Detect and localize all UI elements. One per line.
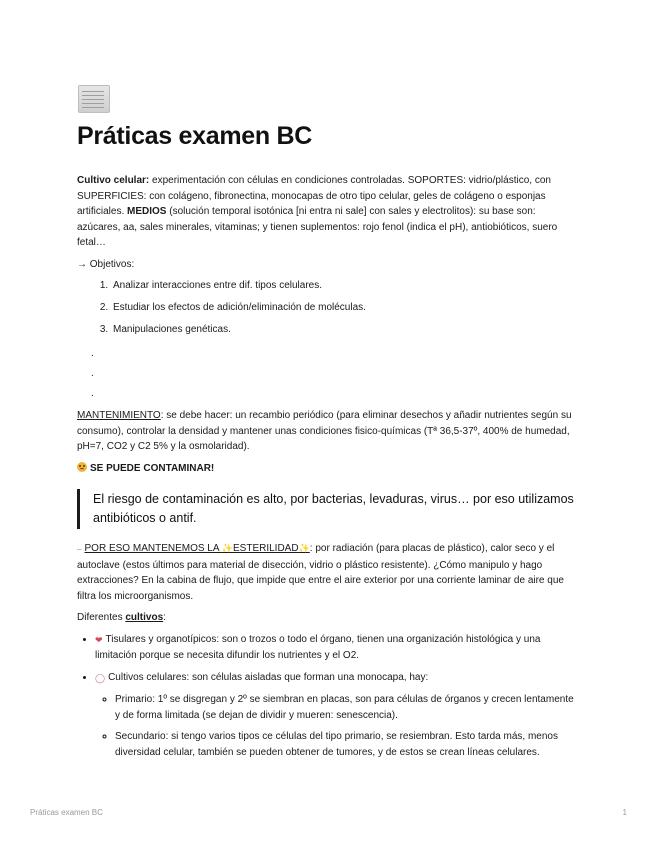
dot-line: . (91, 348, 94, 359)
anatomical-heart-icon: ❤ (95, 634, 103, 645)
list-item: ◦ Secundario: si tengo varios tipos ce células del tipo primario, se resiembran. Esto tarda más, menos diversidad celular, también se pueden obtener de tumores, y de estos se crean líneas celulares. (115, 729, 580, 760)
cultivos-paragraph: Diferentes cultivos: (77, 612, 166, 623)
page-icon (77, 82, 109, 114)
mantenimiento-paragraph: MANTENIMIENTO: se debe hacer: un recambio periódico (para eliminar desechos y añadir nutrientes según su consumo), controlar la densidad y mantener unas condiciones fisico-químicas (Tª 36,5-37º, 400% de humedad, pH=7, CO2 y C2 5% y la osmolaridad). (77, 410, 572, 452)
list-item: ◦ Primario: 1º se disgregan y 2º se siembran en placas, son para células de órganos y crecen lentamente y de forma limitada (se dejan de dividir y mueren: senescencia). (115, 692, 580, 723)
sparkles-icon: ✨ (221, 543, 233, 553)
esterilidad-paragraph: ⎯ POR ESO MANTENEMOS LA ✨ESTERILIDAD✨: por radiación (para placas de plástico), calor seco y el autoclave (estos últimos para material de disección, vidrio o plástico resistente). ¿Cómo manipulo y hago extracciones? En la cabina de flujo, que impide que entre el aire exterior por una corriente laminar de aire que filtra los microorganismos. (77, 543, 564, 602)
dot-line: . (91, 368, 94, 379)
empty-lines (77, 344, 580, 404)
contamination-quote: El riesgo de contaminación es alto, por bacterias, levaduras, virus… por eso utilizamos antibióticos o antif. (77, 489, 580, 529)
sad-face-icon (77, 462, 87, 472)
footer-title: Práticas examen BC (30, 808, 103, 817)
intro-paragraph: Cultivo celular: experimentación con células en condiciones controladas. SOPORTES: vidrio/plástico, con SUPERFICIES: con colágeno, fibronectina, monocapas de otro tipo celular, geles de colágeno o esponjas artificiales. MEDIOS (solución temporal isotónica [ni entra ni sale] con sales y electrolitos): su base son: azúcares, aa, sales minerales, vitaminas; y tienen suplementos: rojo fenol (indica el pH), antiobióticos, suero fetal… (77, 175, 558, 248)
page-number: 1 (622, 808, 627, 817)
pill-icon: ⎯ (77, 544, 82, 554)
intro-term: Cultivo celular (77, 175, 146, 186)
list-item: • ◯ Cultivos celulares: son células aisladas que forman una monocapa, hay: ◦ Primario: 1º se disgregan y 2º se siembran en placas, son para células de órganos y crecen lentamente y de forma limitada (se dejan de dividir y mueren: senescencia). ◦ Secundario: si tengo varios tipos ce células del tipo primario, se resiembran. Esto tarda más, menos diversidad celular, también se pueden obtener de tumores, y de estos se crean líneas celulares. (95, 670, 580, 761)
objetivos-list (77, 278, 580, 338)
esterilidad-underlined: ⎯ POR ESO MANTENEMOS LA ✨ESTERILIDAD✨ (77, 543, 310, 554)
contaminar-heading: SE PUEDE CONTAMINAR! (77, 461, 580, 477)
list-item: • ❤ Tisulares y organotípicos: son o trozos o todo el órgano, tienen una organización histológica y una limitación porque se necesita difundir los nutrientes y el O2. (95, 632, 580, 664)
page-title: Práticas examen BC (77, 122, 313, 150)
mantenimiento-label: MANTENIMIENTO (77, 410, 161, 421)
cultivos-term: cultivos (125, 612, 164, 623)
cultivos-sublist (95, 692, 580, 760)
cultivos-list (77, 632, 580, 761)
medios-term: MEDIOS (127, 206, 167, 217)
list-item: 2. Estudiar los efectos de adición/eliminación de moléculas. (111, 300, 580, 316)
dot-line: . (91, 388, 94, 399)
list-item: 3. Manipulaciones genéticas. (111, 322, 580, 338)
sparkles-icon: ✨ (298, 543, 310, 553)
list-item: 1. Analizar interacciones entre dif. tipos celulares. (111, 278, 580, 294)
petri-dish-icon: ◯ (95, 672, 106, 683)
page-content (77, 82, 580, 766)
objetivos-label: → Objetivos: (77, 258, 135, 270)
